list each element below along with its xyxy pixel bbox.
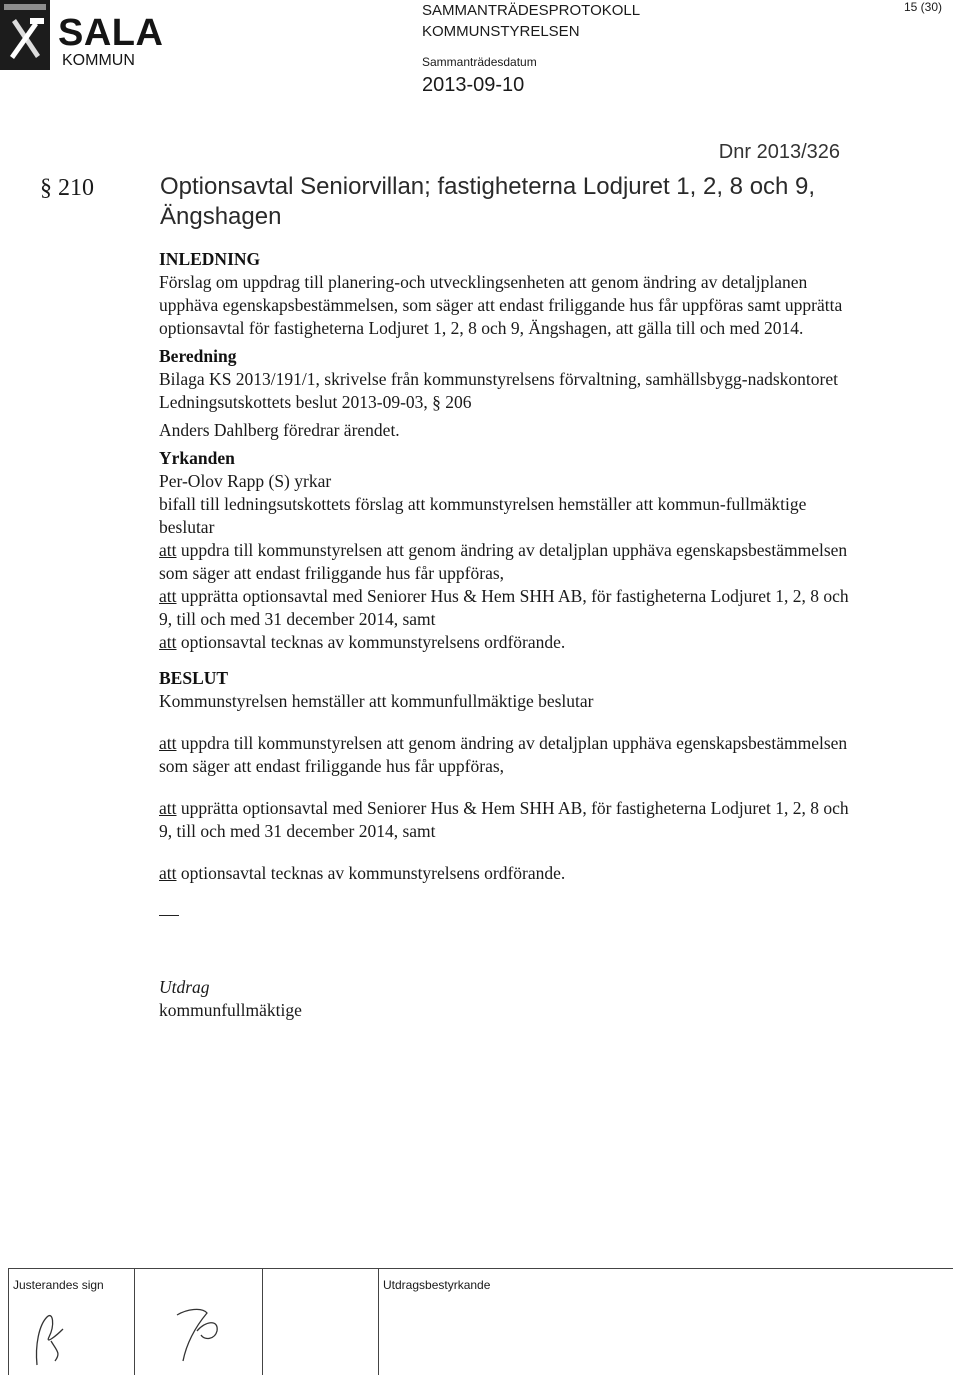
diary-number: Dnr 2013/326 xyxy=(718,141,840,163)
yrkanden-heading: Yrkanden xyxy=(159,448,235,468)
signature-table xyxy=(8,1268,953,1375)
protocol-body xyxy=(159,248,849,1022)
att-marker: att xyxy=(159,540,177,560)
utdragsbestyrkande-label: Utdragsbestyrkande xyxy=(383,1278,491,1292)
yrkanden-item-text: upprätta optionsavtal med Seniorer Hus & Hem SHH AB, för fastigheterna Lodjuret 1, 2, 8 och 9, till och med 31 december 2014, samt xyxy=(159,586,849,629)
beredning-decision-ref: Ledningsutskottets beslut 2013-09-03, § 206 xyxy=(159,392,472,412)
inledning-text: Förslag om uppdrag till planering-och utvecklingsenheten att genom ändring av detaljplanen upphäva egenskapsbestämmelsen, som säger att endast friliggande hus får uppföras samt upprätta optionsavtal för fastigheterna Lodjuret 1, 2, 8 och 9, Ängshagen, att gälla till och med 2014. xyxy=(159,272,843,338)
signature-cell-3 xyxy=(262,1269,378,1375)
section-number: § 210 xyxy=(40,175,94,201)
beslut-item-text: uppdra till kommunstyrelsen att genom ändring av detaljplan upphäva egenskapsbestämmelsen som säger att endast friliggande hus får uppföras, xyxy=(159,733,848,776)
beslut-item-text: optionsavtal tecknas av kommunstyrelsens ordförande. xyxy=(176,863,566,883)
signature-1 xyxy=(17,1295,137,1375)
signature-2 xyxy=(147,1285,267,1375)
utdrag-recipient: kommunfullmäktige xyxy=(159,1000,302,1020)
beslut-intro: Kommunstyrelsen hemställer att kommunfullmäktige beslutar xyxy=(159,691,594,711)
beslut-item xyxy=(159,797,849,843)
logo-emblem xyxy=(0,0,50,70)
utdragsbestyrkande-cell xyxy=(378,1269,953,1375)
inledning-heading: INLEDNING xyxy=(159,249,261,269)
att-marker: att xyxy=(159,733,177,753)
yrkanden-item xyxy=(159,539,849,585)
beredning-attachment: Bilaga KS 2013/191/1, skrivelse från kommunstyrelsens förvaltning, samhällsbygg-nadskontoret xyxy=(159,369,838,389)
page-number: 15 (30) xyxy=(903,0,942,14)
beslut-heading: BESLUT xyxy=(159,668,229,688)
beredning-presenter: Anders Dahlberg föredrar ärendet. xyxy=(159,420,400,440)
yrkanden-item-text: optionsavtal tecknas av kommunstyrelsens ordförande. xyxy=(176,632,566,652)
meeting-date-label: Sammanträdesdatum xyxy=(422,55,537,69)
logo-name: SALA xyxy=(58,12,164,54)
yrkanden-item xyxy=(159,585,849,631)
signature-cell-1 xyxy=(8,1269,134,1375)
meeting-date: 2013-09-10 xyxy=(422,74,525,96)
separator-line xyxy=(159,915,179,916)
utdrag-label: Utdrag xyxy=(159,977,210,997)
document-type: SAMMANTRÄDESPROTOKOLL xyxy=(422,2,641,19)
att-marker: att xyxy=(159,632,177,652)
yrkanden-proposer: Per-Olov Rapp (S) yrkar xyxy=(159,471,332,491)
section-title: Optionsavtal Seniorvillan; fastigheterna Lodjuret 1, 2, 8 och 9, Ängshagen xyxy=(160,173,816,230)
justerandes-sign-label: Justerandes sign xyxy=(13,1278,104,1292)
beslut-item-text: upprätta optionsavtal med Seniorer Hus & Hem SHH AB, för fastigheterna Lodjuret 1, 2, 8 och 9, till och med 31 december 2014, samt xyxy=(159,798,849,841)
beslut-item xyxy=(159,862,849,885)
att-marker: att xyxy=(159,863,177,883)
beredning-heading: Beredning xyxy=(159,346,237,366)
hammer-icon xyxy=(0,0,50,70)
att-marker: att xyxy=(159,586,177,606)
att-marker: att xyxy=(159,798,177,818)
yrkanden-motion: bifall till ledningsutskottets förslag att kommunstyrelsen hemställer att kommun-fullmäktige beslutar xyxy=(159,494,807,537)
yrkanden-item-text: uppdra till kommunstyrelsen att genom ändring av detaljplan upphäva egenskapsbestämmelsen som säger att endast friliggande hus får uppföras, xyxy=(159,540,848,583)
yrkanden-item xyxy=(159,631,849,654)
signature-cell-2 xyxy=(134,1269,262,1375)
committee-name: KOMMUNSTYRELSEN xyxy=(422,23,580,40)
logo-subtitle: KOMMUN xyxy=(62,52,135,69)
beslut-item xyxy=(159,732,849,778)
